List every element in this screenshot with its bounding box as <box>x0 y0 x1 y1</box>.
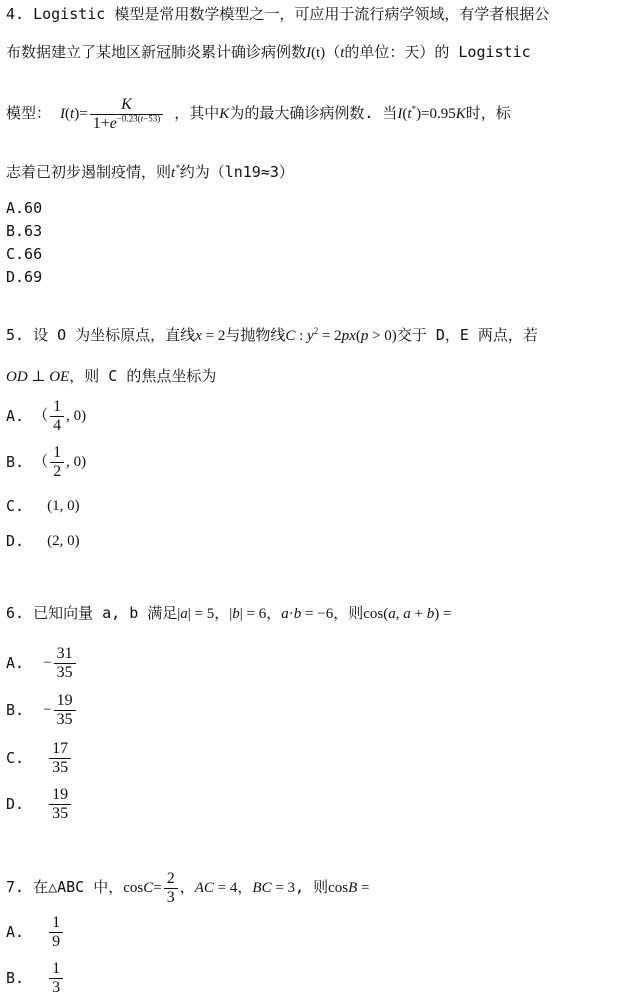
q7-option-b: B. $\frac{1}{3}$ <box>6 960 65 997</box>
q6-option-b: B. − $\frac{19}{35}$ <box>6 692 78 729</box>
q6-option-d: D. $\frac{19}{35}$ <box>6 786 73 823</box>
formula-I-t: I <box>306 45 312 61</box>
cos-b-formula: cosB = <box>328 879 370 896</box>
condition-formula: I(t*)=0.95K <box>397 103 466 122</box>
q5-option-b: B. （ $\frac{1}{2}$ , 0) <box>6 444 87 480</box>
q4-line2: 布数据建立了某地区新冠肺炎累计确诊病例数I(t)（t的单位：天）的 Logistic <box>6 43 531 61</box>
q4-line1: 4. Logistic 模型是常用数学模型之一，可应用于流行病学领域，有学者根据公 <box>6 5 550 23</box>
logistic-formula: I(t)= $\frac{K}{1+e^{-0.23(t-53)}}$ <box>60 106 165 122</box>
q4-option-d: D.69 <box>6 268 43 286</box>
cos-formula: cos(a, a + b) = <box>363 606 452 622</box>
q4-option-b: B.63 <box>6 222 43 240</box>
q6-option-c: C. $\frac{17}{35}$ <box>6 740 73 777</box>
q4-line4: 志着已初步遏制疫情，则t*约为（ln19≈3） <box>6 163 294 181</box>
q5-line1: 5. 设 O 为坐标原点，直线x = 2与抛物线C : $y^2 = 2px(p > 0)$交于 D，E 两点，若 <box>6 326 538 344</box>
q5-option-a: A. （ $\frac{1}{4}$ , 0) <box>6 398 87 434</box>
q4-option-c: C.66 <box>6 245 43 263</box>
q5-option-d: D. (2, 0) <box>6 532 80 550</box>
q4-line3: 模型： I(t)= $\frac{K}{1+e^{-0.23(t-53)}}$ ，其中K为的最大确诊病例数. 当I(t*)=0.95K时，标 <box>6 96 511 132</box>
q7-option-a: A. $\frac{1}{9}$ <box>6 914 65 951</box>
q6-line1: 6. 已知向量 a, b 满足|a| = 5，|b| = 6，a·b = −6，则cos(a, a + b) = <box>6 604 452 622</box>
q4-option-a: A.60 <box>6 199 43 217</box>
q7-line1: 7. 在△ABC 中，cosC= $\frac{2}{3}$ ，AC = 4，BC = 3, 则cosB = <box>6 870 370 906</box>
q5-option-c: C. (1, 0) <box>6 497 80 515</box>
q5-line2: OD ⊥ OE，则 C 的焦点坐标为 <box>6 367 217 385</box>
parabola-formula: C : $y^2 = 2px(p > 0)$ <box>285 326 397 344</box>
q6-option-a: A. − $\frac{31}{35}$ <box>6 645 78 682</box>
